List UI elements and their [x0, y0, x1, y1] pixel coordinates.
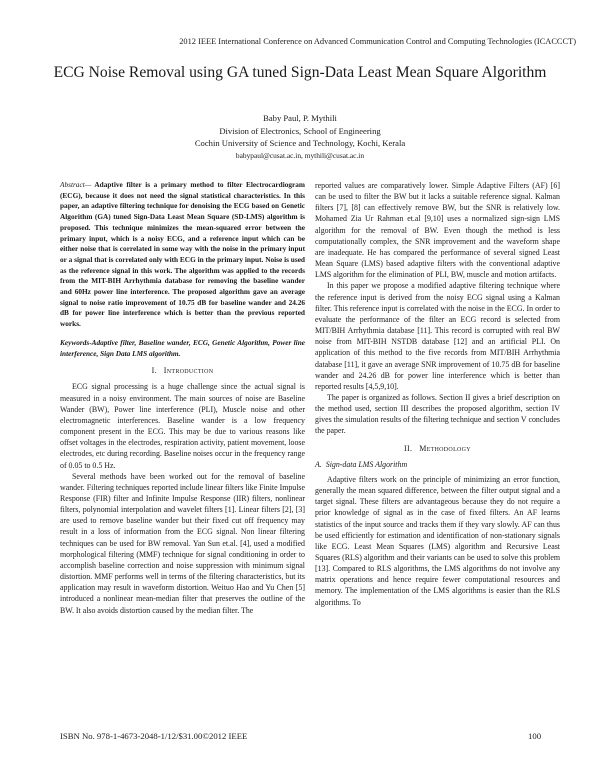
- right-column: [315, 180, 560, 608]
- conference-header: 2012 IEEE International Conference on Advanced Communication Control and Computing Technologies (ICACCCT): [179, 37, 576, 46]
- keywords: [60, 338, 305, 359]
- section-1-number: I.: [151, 366, 157, 376]
- intro-paragraph-2: Several methods have been worked out for the removal of baseline wander. Filtering techniques reported include linear filters like Finite Impulse Response (FIR) filter and Infinite Impulse Response (IIR) filters, nonlinear filters, polynomial interpolation and wavelet filters [1]. Linear filters [2], [3] are used to remove baseline wander but their fixed cut off frequency may result in a loss of information from the ECG signal. Non linear filtering techniques can be used for BW removal. Yan Sun et.al. [4], used a modified morphological filtering (MMF) technique for signal conditioning in order to accomplish baseline correction and noise suppression with minimum signal distortion. MMF performs well in terms of the filtering characteristics, but its application may result in waveform distortion. Weituo Hao and Yu Chen [5] introduced a nonlinear mean-median filter that preserves the outline of the BW. It also avoids distortion caused by the median filter. The: [60, 471, 305, 615]
- footer-isbn: ISBN No. 978-1-4673-2048-1/12/$31.00©2012 IEEE: [60, 731, 248, 741]
- abstract: [60, 180, 305, 330]
- author-emails: babypaul@cusat.ac.in, mythili@cusat.ac.in: [235, 150, 365, 160]
- author-division: Division of Electronics, School of Engineering: [219, 125, 381, 136]
- subsection-a-number: A.: [315, 459, 322, 469]
- subsection-a-heading: [315, 459, 560, 470]
- author-university: Cochin University of Science and Technology, Kochi, Kerala: [194, 138, 406, 148]
- abstract-lead: Abstract—: [60, 180, 92, 189]
- intro-paragraph-3: reported values are comparatively lower. Simple Adaptive Filters (AF) [6] can be used to filter the BW but it lacks a suitable reference signal. Kalman filters [7], [8] can effectively remove BW, but the SNR is relatively low. Mohamed Zia Ur Rahman et.al [9,10] uses a normalized sign-sign LMS algorithm for the removal of BW. Even though the method is less computationally complex, the SNR improvement and the waveform shape are inadequate. He has compared the performance of several signed Least Mean Square (LMS) based adaptive filters with the conventional adaptive LMS algorithm for the elimination of PLI, BW, muscle and motion artifacts.: [315, 181, 560, 280]
- left-column: [60, 180, 305, 616]
- author-block: [150, 112, 450, 162]
- intro-paragraph-1: ECG signal processing is a huge challenge since the actual signal is measured in a noisy environment. The main sources of noise are Baseline Wander (BW), Power line interference (PLI), Muscle noise and other electromagnetic interferences. Baseline wander is a low frequency component present in the ECG. This may be due to various reasons like offset voltages in the electrodes, respiration activity, patient movement, loose electrodes, etc during recording. Baseline noises occur in the frequency range of 0.05 to 0.5 Hz.: [60, 382, 305, 470]
- section-1-heading: [60, 365, 305, 376]
- section-2-number: II.: [404, 443, 413, 453]
- method-paragraph-1: Adaptive filters work on the principle of minimizing an error function, generally the mean squared difference, between the filter output signal and a target signal. These filters are advantageous because they do not require a prior knowledge of signal as in the case of fixed filters. An AF learns statistics of the input source and tracks them if they vary slowly. AF can thus be used efficiently for estimation and identification of non-stationary signals like ECG. Least Mean Squares (LMS) algorithm and Recursive Least Squares (RLS) algorithm and their variants can be used to solve this problem [13]. Compared to RLS algorithms, the LMS algorithms do not involve any matrix operations and hence require fewer computational resources and memory. The implementation of the LMS algorithms is easier than the RLS algorithms. To: [315, 474, 560, 607]
- author-names: Baby Paul, P. Mythili: [263, 113, 337, 123]
- subsection-a-title: Sign-data LMS Algorithm: [325, 459, 408, 469]
- keywords-text: Adaptive filter, Baseline wander, ECG, Genetic Algorithm, Power line interference, Sign Data LMS algorithm.: [60, 337, 305, 358]
- paper-title: ECG Noise Removal using GA tuned Sign-Data Least Mean Square Algorithm: [53, 64, 547, 81]
- section-1-title: Introduction: [163, 366, 214, 376]
- footer-page-number: 100: [528, 731, 542, 741]
- intro-paragraph-4: In this paper we propose a modified adaptive filtering technique where the reference input is derived from the noisy ECG signal using a Kalman filter. This reference input is correlated with the noise in the ECG. In order to evaluate the performance of the filter an ECG record is selected from MIT/BIH Arrhythmia database [11]. This record is corrupted with real BW noise from MIT-BIH NSTDB database [12] and an artificial PLI. On application of this method to the five records from MIT/BIH Arrhythmia database [11], it gave an average SNR improvement of 10.75 dB for baseline wander and 24.26 dB for power line interference which is better than reported results [4,5,9,10].: [315, 281, 560, 391]
- intro-paragraph-5: The paper is organized as follows. Section II gives a brief description on the method used, section III describes the proposed algorithm, section IV gives the simulation results of the filtering technique and section V concludes the paper.: [315, 392, 560, 436]
- section-2-title: Methodology: [419, 443, 471, 453]
- section-2-heading: [315, 443, 560, 454]
- keywords-lead: Keywords-: [60, 337, 92, 347]
- abstract-text: Adaptive filter is a primary method to filter Electrocardiogram (ECG), because it does not need the signal statistical characteristics. In this paper, an adaptive filtering technique for denoising the ECG based on Genetic Algorithm (GA) tuned Sign-Data Least Mean Square (SD-LMS) algorithm is proposed. This technique minimizes the mean-squared error between the primary input, which is a noisy ECG, and a reference input which can be either noise that is correlated in some way with the noise in the primary input or a signal that is correlated only with ECG in the primary input. Noise is used as the reference signal in this work. The algorithm was applied to the records from the MIT-BIH Arrhythmia database for removing the baseline wander and 60Hz power line interference. The proposed algorithm gave an average signal to noise ratio improvement of 10.75 dB for baseline wander and 24.26 dB for power line interference which is better than the previous reported works.: [60, 180, 305, 329]
